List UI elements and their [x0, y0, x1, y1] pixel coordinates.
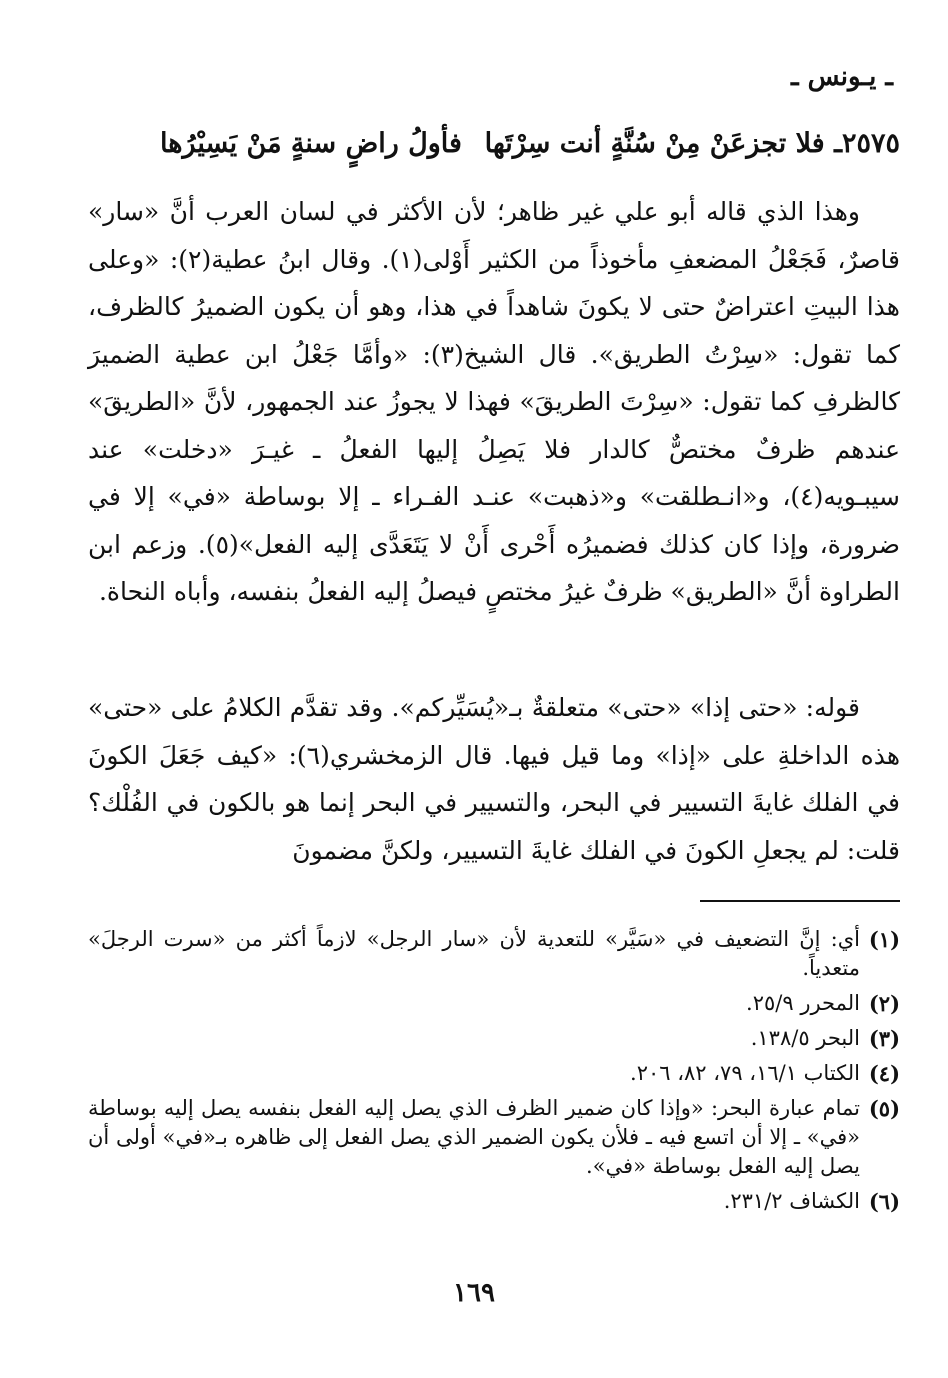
footnote [88, 925, 900, 983]
footnote-text: المحرر ٢٥/٩. [746, 991, 860, 1015]
footnote-text: البحر ١٣٨/٥. [750, 1026, 860, 1050]
footnote [88, 1094, 900, 1181]
footnote-text: الكشاف ٢٣١/٢. [723, 1189, 860, 1213]
footnote-number: (٥) [868, 1096, 900, 1121]
paragraph-text: قوله: «حتى إذا» «حتى» متعلقةٌ بـ«يُسَيِّركم». وقد تقدَّم الكلامُ على «حتى» هذه الداخلةِ على «إذا» وما قيل فيها. قال الزمخشري(٦): «كيف جَعَلَ الكونَ في الفلك غايةَ التسيير في البحر، والتسيير في البحر إنما هو بالكون في الفُلْك؟ قلت: لم يجعلِ الكونَ في الفلك غايةَ التسيير، ولكنَّ مضمونَ [88, 693, 901, 865]
footnote-text: أي: إنَّ التضعيف في «سَيَّر» للتعدية لأن «سار الرجل» لازماً أكثر من «سرت الرجلَ» متعدياً. [88, 927, 860, 980]
footnotes [88, 925, 900, 1222]
footnote [88, 1024, 900, 1053]
footnote-text: تمام عبارة البحر: «وإذا كان ضمير الظرف الذي يصل إليه الفعل بنفسه يصل إليه بوساطة «في» ـ إلا أن اتسع فيه ـ فلأن يكون الضمير الذي يصل الفعل إلى ظاهره بـ«في» أولى أن يصل إليه الفعل بوساطة «في». [88, 1096, 860, 1178]
footnote-separator [700, 900, 900, 902]
footnote-number: (٣) [868, 1026, 900, 1051]
page-number: ١٦٩ [453, 1278, 495, 1308]
body-paragraph [88, 188, 900, 616]
body-paragraph [88, 684, 900, 874]
paragraph-text: وهذا الذي قاله أبو علي غير ظاهر؛ لأن الأكثر في لسان العرب أنَّ «سار» قاصرٌ، فَجَعْلُ المضعفِ مأخوذاً من الكثير أَوْلى(١). وقال ابنُ عطية(٢): «وعلى هذا البيتِ اعتراضٌ حتى لا يكونَ شاهداً في هذا، وهو أن يكون الضميرُ كالظرف، كما تقول: «سِرْتُ الطريق». قال الشيخ(٣): «وأمَّا جَعْلُ ابن عطية الضميرَ كالظرفِ كما تقول: «سِرْتَ الطريقَ» فهذا لا يجوزُ عند الجمهور، لأنَّ «الطريقَ» عندهم ظرفٌ مختصٌّ كالدار فلا يَصِلُ إليها الفعلُ ـ غيـرَ «دخلت» عند سيبـويه(٤)، و«انـطلقت» و«ذهبت» عنـد الفـراء ـ إلا بوساطة «في» إلا في ضرورة، وإذا كان كذلك فضميرُه أَحْرى أَنْ لا يَتَعَدَّى إليه الفعل»(٥). وزعم ابن الطراوة أنَّ «الطريق» ظرفٌ غيرُ مختصٍ فيصلُ إليه الفعلُ بنفسه، وأباه النحاة. [88, 197, 900, 606]
footnote-number: (٢) [868, 991, 900, 1016]
footnote-text: الكتاب ١٦/١، ٧٩، ٨٢، ٢٠٦. [630, 1061, 860, 1085]
footnote [88, 1187, 900, 1216]
footnote-number: (٤) [868, 1061, 900, 1086]
footnote-number: (١) [868, 927, 900, 952]
poetry-verse [100, 128, 900, 172]
footnote [88, 1059, 900, 1088]
verse-number: ٢٥٧٥ـ [834, 128, 900, 159]
verse-first-hemistich: ٢٥٧٥ـ فلا تجزعَنْ مِنْ سُنَّةٍ أنت سِرْتَها [484, 128, 900, 159]
verse-second-hemistich: فأولُ راضٍ سنةٍ مَنْ يَسِيْرُها [160, 128, 462, 159]
running-header: ـ يـونس ـ [790, 62, 893, 92]
footnote [88, 989, 900, 1018]
footnote-number: (٦) [868, 1189, 900, 1214]
